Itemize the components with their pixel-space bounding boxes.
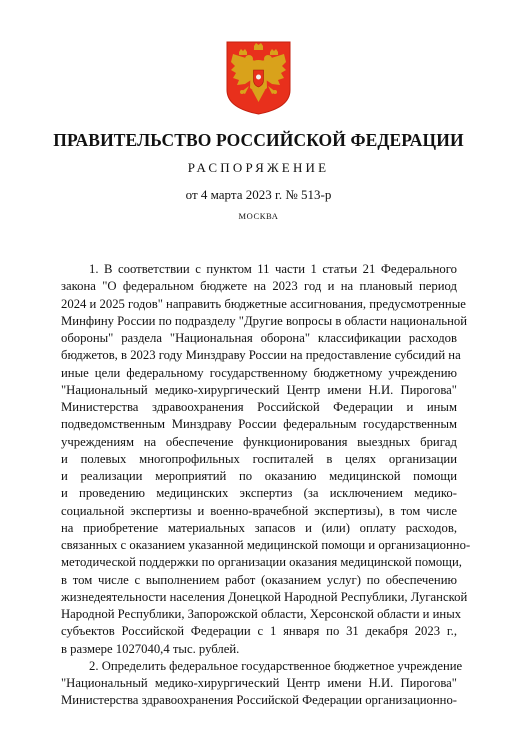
government-title: ПРАВИТЕЛЬСТВО РОССИЙСКОЙ ФЕДЕРАЦИИ — [53, 130, 464, 150]
paragraph-line: и проведению медицинских экспертиз (за исключением медико- — [61, 486, 457, 501]
document-body — [61, 261, 471, 710]
paragraph-line: субъектов Российской Федерации с 1 января по 31 декабря 2023 г., — [61, 624, 457, 639]
paragraph-line: "Национальный медико-хирургический Центр имени Н.И. Пирогова" — [61, 676, 457, 690]
paragraph-line: "Национальный медико-хирургический Центр имени Н.И. Пирогова" — [61, 382, 457, 397]
paragraph-line: Минфину России по подразделу "Другие вопросы в области национальной — [61, 313, 467, 328]
document-place: МОСКВА — [238, 211, 279, 221]
paragraph-line: связанных с оказанием указанной медицинской помощи и организационно- — [61, 538, 471, 552]
paragraph-line: и полевых многопрофильных госпиталей в целях организации — [61, 451, 457, 466]
paragraph-line: методической поддержки по организации оказания медицинской помощи, — [61, 555, 462, 570]
paragraph-line: 2. Определить федеральное государственное бюджетное учреждение — [89, 658, 463, 673]
document-date-number: от 4 марта 2023 г. № 513-р — [185, 187, 332, 202]
coat-of-arms-icon — [225, 40, 292, 116]
paragraph-line: Министерства здравоохранения Российской Федерации организационно- — [61, 693, 458, 708]
paragraph-line: Министерства здравоохранения Российской Федерации и иным — [61, 400, 457, 414]
paragraph-line: жизнедеятельности населения Донецкой Народной Республики, Луганской — [61, 589, 468, 604]
paragraph-line: Народной Республики, Запорожской области, Херсонской области и иных — [61, 607, 462, 621]
document-type: РАСПОРЯЖЕНИЕ — [187, 160, 330, 175]
paragraph-line: на приобретение материальных запасов и (или) оплату расходов, — [61, 520, 457, 535]
paragraph-line: иные цели федеральному государственному бюджетному учреждению — [61, 365, 457, 380]
paragraph-line: 1. В соответствии с пунктом 11 части 1 статьи 21 Федерального — [89, 262, 457, 276]
paragraph-line: обороны" раздела "Национальная оборона" классификации расходов — [61, 331, 457, 345]
paragraph-line: закона "О федеральном бюджете на 2023 год и на плановый период — [61, 279, 457, 294]
paragraph-line: учреждениям на обеспечение функционирования выездных бригад — [61, 434, 457, 449]
paragraph-line: в том числе с выполнением работ (оказанием услуг) по обеспечению — [61, 572, 457, 587]
paragraph-line: подведомственным Минздраву России федеральным государственным — [61, 417, 457, 432]
paragraph-line: в размере 1027040,4 тыс. рублей. — [61, 641, 240, 656]
paragraph-line: и реализации мероприятий по оказанию медицинской помощи — [61, 469, 457, 483]
paragraph-line: социальной экспертизы и военно-врачебной экспертизы), в том числе — [61, 503, 457, 518]
paragraph-line: бюджетов, в 2023 году Минздраву России на предоставление субсидий на — [61, 348, 461, 363]
paragraph-line: 2024 и 2025 годов" направить бюджетные ассигнования, предусмотренные — [61, 296, 466, 311]
